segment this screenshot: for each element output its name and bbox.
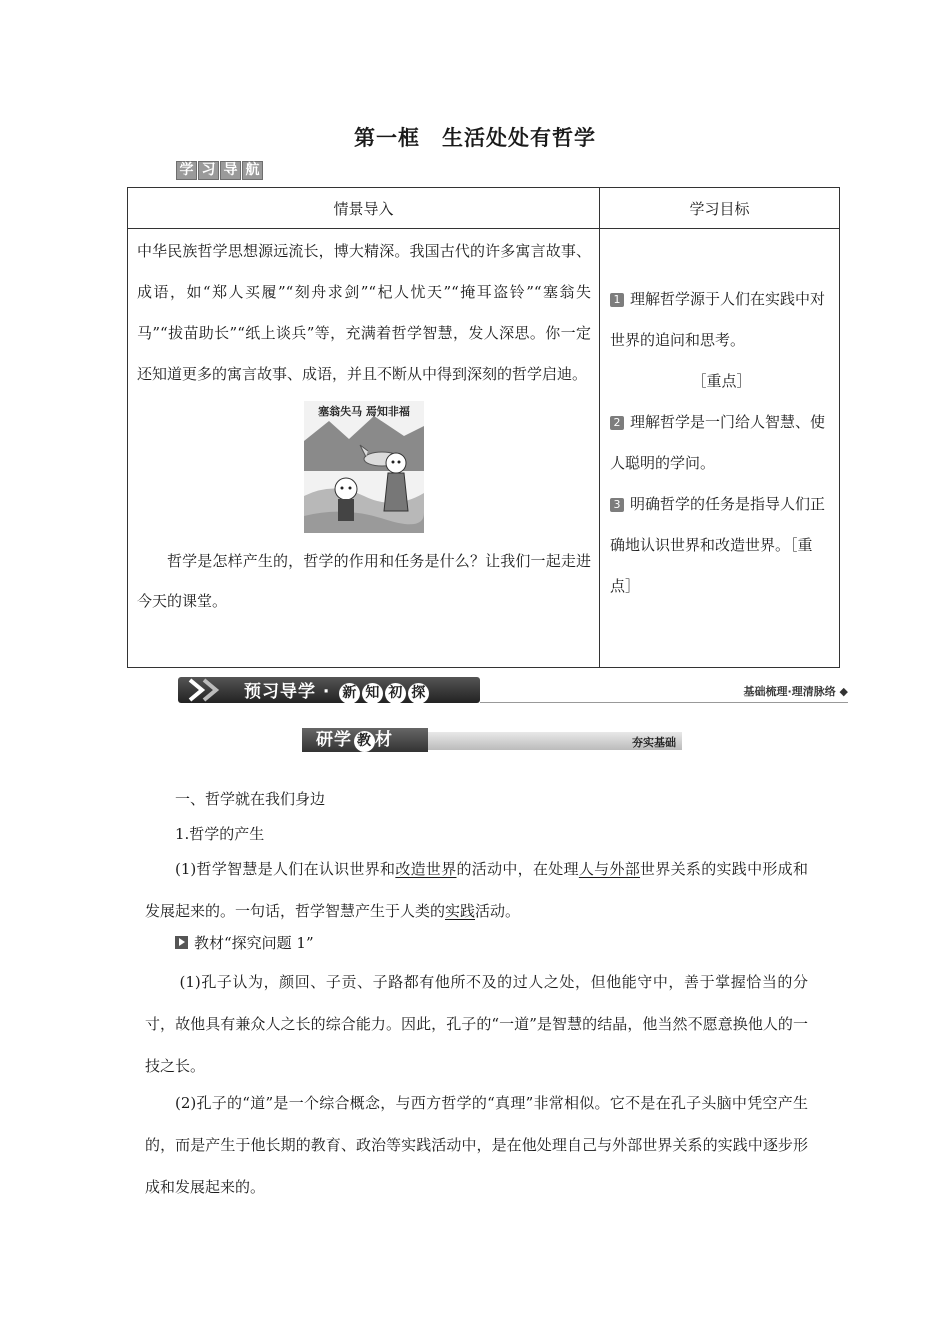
intro-text: 中华民族哲学思想源远流长，博大精深。我国古代的许多寓言故事、成语，如“郑人买履”“刻舟求剑”“杞人忧天”“掩耳盗铃”“塞翁失马”“拔苗助长”“纸上谈兵”等，充满着哲学智慧，发人深思。你一定还知道更多的寓言故事、成语，并且不断从中得到深刻的哲学启迪。 [137, 242, 591, 383]
study-guide-table [127, 187, 840, 668]
underlined-term: 实践 [445, 902, 476, 920]
goals-cell [600, 229, 840, 668]
intro-cell [128, 229, 600, 668]
goal-tag: ［重点］ [691, 372, 752, 390]
badge-char: 习 [198, 161, 219, 180]
banner-dot: · [322, 682, 331, 702]
goal-item [610, 402, 833, 484]
sub-banner-left-end: 材 [375, 730, 393, 750]
circled-char: 探 [408, 683, 429, 704]
double-chevron-icon [184, 677, 240, 703]
banner-divider [480, 702, 848, 703]
sub-banner-right-text: 夯实基础 [632, 736, 676, 749]
header-situation: 情景导入 [128, 188, 600, 229]
heading-1: 一、哲学就在我们身边 [175, 790, 326, 808]
intro-question: 哲学是怎样产生的，哲学的作用和任务是什么？让我们一起走进今天的课堂。 [137, 552, 591, 610]
sub-banner-left: 研学 [316, 730, 352, 750]
circled-char: 新 [339, 683, 360, 704]
circled-char: 初 [385, 683, 406, 704]
goal-text: 理解哲学是一门给人智慧、使人聪明的学问。 [610, 413, 826, 472]
sub-banner-title [316, 728, 393, 752]
banner-band [178, 677, 480, 703]
heading-2: 1.哲学的产生 [175, 825, 265, 843]
illustration-image [304, 401, 424, 533]
number-1-icon: 1 [610, 293, 624, 307]
number-3-icon: 3 [610, 498, 624, 512]
goal-tag: ［重点］ [610, 536, 813, 595]
sub-banner-dark [302, 728, 428, 752]
section-banner [178, 675, 848, 705]
study-nav-badge [176, 161, 263, 180]
illustration-caption: 塞翁失马 焉知非福 [317, 405, 410, 418]
goal-text: 明确哲学的任务是指导人们正确地认识世界和改造世界。 [610, 495, 826, 554]
paragraph-3: (2)孔子的“道”是一个综合概念，与西方哲学的“真理”非常相似。它不是在孔子头脑中凭空产生的，而是产生于他长期的教育、政治等实践活动中，是在他处理自己与外部世界关系的实践中逐步形成和发展起来的。 [145, 1094, 808, 1196]
underlined-term: 改造世界 [395, 860, 457, 878]
badge-char: 航 [242, 161, 263, 180]
play-triangle-icon [175, 936, 188, 949]
paragraph-1: (1)哲学智慧是人们在认识世界和改造世界的活动中，在处理人与外部世界关系的实践中形成和发展起来的。一句话，哲学智慧产生于人类的实践活动。 [145, 860, 808, 920]
banner-right-text: 基础梳理·理清脉络 ◆ [743, 685, 848, 698]
banner-left-text: 预习导学 [244, 682, 316, 702]
page-title: 第一框 生活处处有哲学 [354, 126, 596, 150]
header-goals: 学习目标 [600, 188, 840, 229]
banner-title [244, 679, 429, 705]
number-2-icon: 2 [610, 416, 624, 430]
goal-item [610, 279, 833, 402]
textbook-label: 教材“探究问题 1” [175, 932, 314, 953]
badge-char: 学 [176, 161, 197, 180]
badge-char: 导 [220, 161, 241, 180]
sub-banner [302, 728, 682, 752]
underlined-term: 人与外部 [578, 860, 641, 878]
circled-char: 知 [362, 683, 383, 704]
goal-item [610, 484, 833, 607]
paragraph-2: (1)孔子认为，颜回、子贡、子路都有他所不及的过人之处，但他能守中，善于掌握恰当的分寸，故他具有兼众人之长的综合能力。因此，孔子的“一道”是智慧的结晶，他当然不愿意换他人的一技之长。 [145, 973, 808, 1075]
goal-text: 理解哲学源于人们在实践中对世界的追问和思考。 [610, 290, 826, 349]
circled-char: 教 [354, 731, 375, 752]
